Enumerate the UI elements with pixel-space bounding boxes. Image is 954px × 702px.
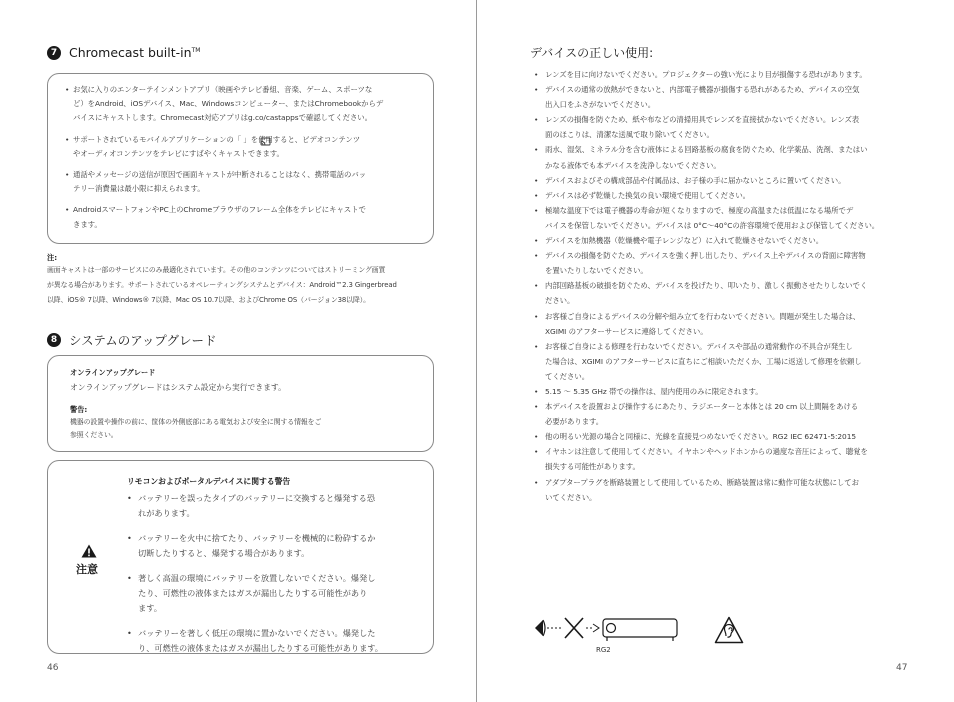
warning-text: 機器の設置や操作の前に、筐体の外側底部にある電気および安全に関する情報をご 参照ください。 (70, 418, 322, 439)
list-item: • 極端な温度下では電子機器の寿命が短くなりますので、極度の高温または低温になる場所でデ バイスを保管しないでください。デバイスは 0°C〜40°Cの許容環境で使用および保管してください。 (534, 203, 914, 233)
list-item: • サポートされているモバイルアプリケーションの「 」を使用すると、ビデオコンテンツ やオーディオコンテンツをテレビにすばやくキャストできます。 (65, 133, 425, 161)
section-8-title: システムのアップグレード (69, 333, 217, 348)
caution-bullets (127, 491, 417, 666)
hearing-warning-icon (714, 616, 744, 644)
online-upgrade-text: オンラインアップグレードはシステム設定から実行できます。 (70, 383, 286, 392)
caution-box (47, 460, 434, 654)
page-number-left: 46 (47, 663, 59, 673)
online-upgrade-title: オンラインアップグレード (70, 368, 156, 377)
list-item: • お気に入りのエンターテインメントアプリ（映画やテレビ番組、音楽、ゲーム、スポーツな ど）をAndroid、iOSデバイス、Mac、Windowsコンピューター、またはChromebookからデ バイスにキャストします。Chromecast対応アプリはg.co/castappsで確認してください。 (65, 83, 425, 126)
warning-triangle-icon (81, 543, 97, 557)
note-text: 画面キャストは一部のサービスにのみ最適化されています。その他のコンテンツについてはストリーミング画質 が異なる場合があります。サポートされているオペレーティングシステムとデバイス：Android™2.3 Gingerbread 以降、iOS® 7以降、Windows® 7以降、Mac OS 10.7以降、およびChrome OS（バージョン38以降）。 (47, 266, 397, 304)
warning-title: 警告: (70, 405, 88, 414)
caution-label: 注意 (76, 563, 98, 576)
list-item: • 本デバイスを設置および操作するにあたり、ラジエーターと本体とは 20 cm 以上間隔をあける 必要があります。 (534, 399, 914, 429)
list-item: • お客様ご自身による修理を行わないでください。デバイスや部品の通常動作の不具合が発生し た場合は、XGIMI のアフターサービスに直ちにご相談いただくか、工場に返送して修理を依頼し てください。 (534, 339, 914, 384)
section-7-heading (47, 45, 200, 60)
section-8-heading (47, 331, 217, 349)
list-item: • 著しく高温の環境にバッテリーを放置しないでください。爆発し たり、可燃性の液体またはガスが漏出したりする可能性があり ます。 (127, 571, 417, 617)
list-item: • 内部回路基板の破損を防ぐため、デバイスを投げたり、叩いたり、激しく振動させたりしないでく ださい。 (534, 278, 914, 308)
note-block (47, 253, 437, 308)
list-item: • デバイスの通常の放熱ができないと、内部電子機器が損傷する恐れがあるため、デバイスの空気 出入口をふさがないでください。 (534, 82, 914, 112)
section-number-8: 8 (47, 333, 61, 347)
list-item: • AndroidスマートフォンやPC上のChromeブラウザのフレーム全体をテレビにキャストで きます。 (65, 203, 425, 231)
list-item: • 通話やメッセージの送信が原因で画面キャストが中断されることはなく、携帯電話のバッ テリー消費量は最小限に抑えられます。 (65, 168, 425, 196)
list-item: • 雨水、湿気、ミネラル分を含む液体による回路基板の腐食を防ぐため、化学薬品、洗剤、またはい かなる液体でも本デバイスを洗浄しないでください。 (534, 142, 914, 172)
list-item: • バッテリーを火中に捨てたり、バッテリーを機械的に粉砕するか 切断したりすると、爆発する場合があります。 (127, 531, 417, 562)
right-title: デバイスの正しい使用: (530, 46, 654, 60)
rg2-label: RG2 (596, 646, 611, 654)
list-item: • お客様ご自身によるデバイスの分解や組み立てを行わないでください。問題が発生した場合は、 XGIMI のアフターサービスに連絡してください。 (534, 309, 914, 339)
list-item: • レンズを目に向けないでください。プロジェクターの強い光により目が損傷する恐れがあります。 (534, 67, 914, 82)
rg2-do-not-stare-icon (533, 612, 683, 644)
chromecast-box (47, 73, 434, 244)
list-item: • デバイスは必ず乾燥した換気の良い環境で使用してください。 (534, 188, 914, 203)
list-item: • バッテリーを誤ったタイプのバッテリーに交換すると爆発する恐 れがあります。 (127, 491, 417, 522)
note-title: 注: (47, 253, 58, 262)
list-item: • デバイスおよびその構成部品や付属品は、お子様の手に届かないところに置いてください。 (534, 173, 914, 188)
list-item: • デバイスの損傷を防ぐため、デバイスを強く押し出したり、デバイス上やデバイスの背面に障害物 を置いたりしないでください。 (534, 248, 914, 278)
list-item: • 他の明るい光源の場合と同様に、光線を直接見つめないでください。RG2 IEC 62471-5:2015 (534, 429, 914, 444)
upgrade-box (47, 355, 434, 452)
page-number-right: 47 (896, 663, 908, 673)
list-item: • イヤホンは注意して使用してください。イヤホンやヘッドホンからの過度な音圧によって、聴覚を 損失する可能性があります。 (534, 444, 914, 474)
cast-icon (260, 132, 271, 142)
list-item: • アダプタープラグを断路装置として使用しているため、断路装置は常に動作可能な状態にしてお いてください。 (534, 475, 914, 505)
caution-title: リモコンおよびポータルデバイスに関する警告 (127, 477, 291, 486)
right-page (478, 0, 954, 702)
list-item: • デバイスを加熱機器（乾燥機や電子レンジなど）に入れて乾燥させないでください。 (534, 233, 914, 248)
list-item: • 5.15 〜 5.35 GHz 帯での操作は、屋内使用のみに限定されます。 (534, 384, 914, 399)
list-item: • バッテリーを著しく低圧の環境に置かないでください。爆発した り、可燃性の液体またはガスが漏出したりする可能性があります。 (127, 626, 417, 657)
usage-bullets (534, 67, 914, 505)
section-7-title: Chromecast built-in™ (69, 45, 201, 60)
chromecast-bullets (65, 83, 425, 239)
section-number-7: 7 (47, 46, 61, 60)
list-item: • レンズの損傷を防ぐため、紙や布などの清掃用具でレンズを直接拭かないでください。レンズ表 面のほこりは、清潔な送風で取り除いてください。 (534, 112, 914, 142)
